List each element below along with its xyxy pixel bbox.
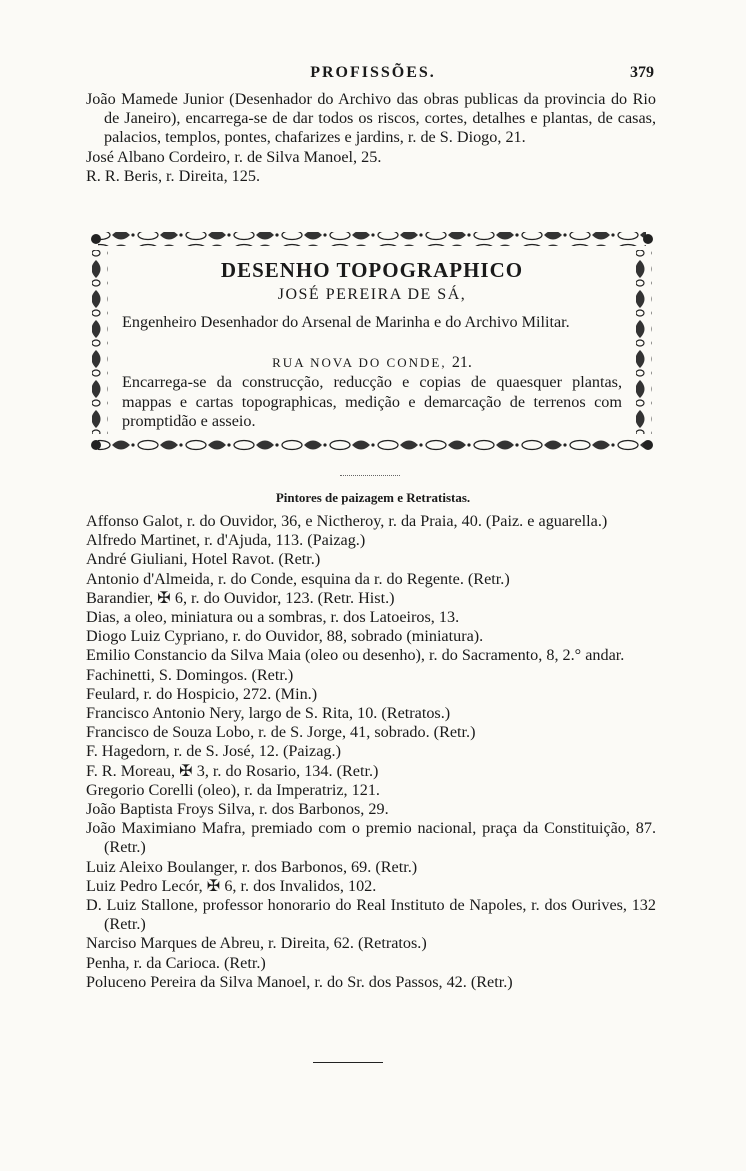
list-item: Emilio Constancio da Silva Maia (oleo ou desenho), r. do Sacramento, 8, 2.° andar. [86, 646, 625, 665]
section-title: Pintores de paizagem e Retratistas. [275, 490, 471, 505]
list-item: F. R. Moreau, ✠ 3, r. do Rosario, 134. (Retr.) [86, 761, 379, 780]
list-item: Feulard, r. do Hospicio, 272. (Min.) [86, 684, 318, 703]
advert-title: DESENHO TOPOGRAPHICO [220, 258, 524, 282]
page-number: 379 [630, 64, 654, 81]
advert-address [88, 354, 656, 372]
divider [340, 475, 400, 476]
advert-name: JOSÉ PEREIRA DE SÁ, [277, 286, 467, 303]
draftsmen-list [86, 90, 656, 186]
advert-description-text: Engenheiro Desenhador do Arsenal de Marinha e do Archivo Militar. [122, 313, 570, 331]
list-item: Gregorio Corelli (oleo), r. da Imperatriz, 121. [86, 780, 380, 799]
list-item: Narciso Marques de Abreu, r. Direita, 62. (Retratos.) [86, 934, 427, 953]
list-item: Luiz Aleixo Boulanger, r. dos Barbonos, 69. (Retr.) [86, 857, 418, 876]
list-item: Diogo Luiz Cypriano, r. do Ouvidor, 88, sobrado (miniatura). [86, 627, 484, 646]
list-item: Fachinetti, S. Domingos. (Retr.) [86, 665, 294, 684]
list-item: Antonio d'Almeida, r. do Conde, esquina da r. do Regente. (Retr.) [86, 569, 510, 588]
list-item: D. Luiz Stallone, professor honorario do Real Instituto de Napoles, r. dos Ourives, 132 (Retr.) [86, 896, 656, 934]
list-item: Barandier, ✠ 6, r. do Ouvidor, 123. (Retr. Hist.) [86, 588, 395, 607]
advert-address-street: RUA NOVA DO CONDE, [272, 355, 447, 370]
list-item: João Baptista Froys Silva, r. dos Barbonos, 29. [86, 800, 389, 819]
list-item: F. Hagedorn, r. de S. José, 12. (Paizag.) [86, 742, 341, 761]
list-item: Francisco de Souza Lobo, r. de S. Jorge, 41, sobrado. (Retr.) [86, 723, 476, 742]
list-item: Luiz Pedro Lecór, ✠ 6, r. dos Invalidos, 102. [86, 876, 377, 895]
advertisement-box [88, 228, 656, 456]
advert-services: Encarrega-se da construcção, reducção e copias de quaesquer plantas, mappas e cartas topographicas, medição e demarcação de terrenos com promptidão e asseio. [122, 373, 622, 430]
painters-list [86, 512, 656, 992]
list-item: Affonso Galot, r. do Ouvidor, 36, e Nictheroy, r. da Praia, 40. (Paiz. e aguarella.) [86, 512, 608, 530]
list-item: Alfredo Martinet, r. d'Ajuda, 113. (Paizag.) [86, 531, 366, 550]
list-item: Penha, r. da Carioca. (Retr.) [86, 953, 266, 972]
list-item: Poluceno Pereira da Silva Manoel, r. do Sr. dos Passos, 42. (Retr.) [86, 972, 513, 991]
running-header-title: PROFISSÕES. [310, 64, 436, 81]
end-rule [313, 1062, 383, 1063]
list-item: José Albano Cordeiro, r. de Silva Manoel, 25. [86, 147, 382, 166]
advert-address-number: 21. [451, 354, 472, 371]
list-item: André Giuliani, Hotel Ravot. (Retr.) [86, 550, 321, 569]
list-item: João Maximiano Mafra, premiado com o premio nacional, praça da Constituição, 87. (Retr.) [86, 819, 656, 857]
list-item: Dias, a oleo, miniatura ou a sombras, r. dos Latoeiros, 13. [86, 608, 460, 627]
list-item: Francisco Antonio Nery, largo de S. Rita, 10. (Retratos.) [86, 704, 451, 723]
list-item: João Mamede Junior (Desenhador do Archivo das obras publicas da provincia do Rio de Janeiro), encarrega-se de dar todos os riscos, cortes, detalhes e plantas, de casas, palacios, templos, pontes, chafarizes e jardins, r. de S. Diogo, 21. [86, 90, 656, 147]
advert-description [122, 313, 622, 333]
list-item: R. R. Beris, r. Direita, 125. [86, 166, 260, 185]
